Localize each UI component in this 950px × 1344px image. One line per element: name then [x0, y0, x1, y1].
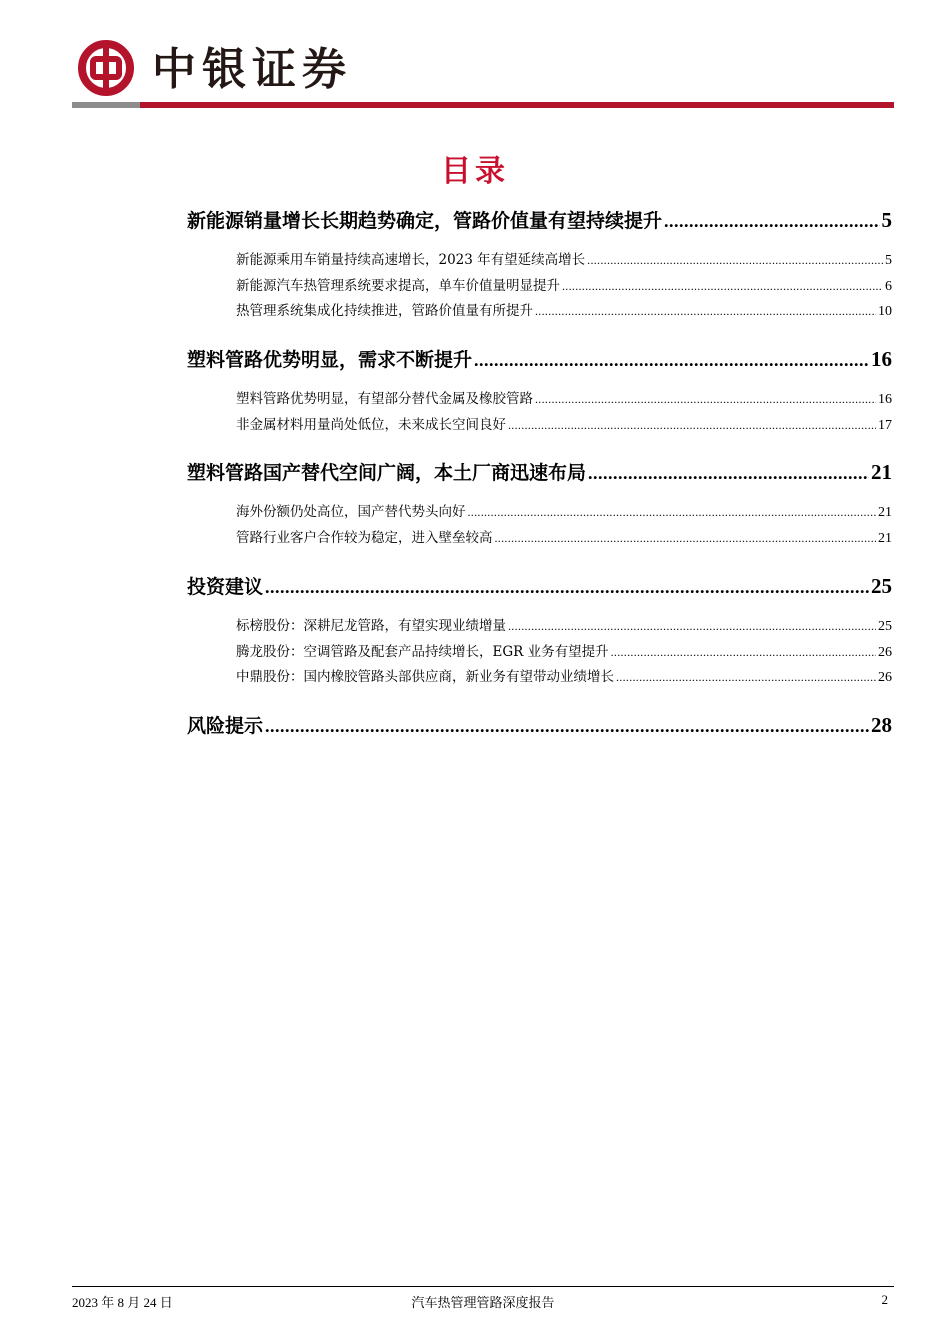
toc-section-page: 16 [871, 347, 892, 372]
toc-section-label: 风险提示 [187, 714, 264, 737]
toc-section-page: 25 [871, 573, 892, 598]
toc-subsection-entry[interactable] [236, 614, 892, 640]
toc-leader-dots [508, 619, 876, 634]
toc-subsection-page: 10 [878, 304, 892, 320]
toc-subsection-page: 25 [878, 618, 892, 634]
toc-leader-dots [508, 418, 876, 433]
toc-leader-dots [468, 505, 877, 520]
toc-subsection-page: 26 [878, 670, 892, 686]
toc-section-entry[interactable] [187, 711, 892, 743]
toc-subsection-page: 21 [878, 505, 892, 521]
toc-leader-dots [616, 670, 876, 685]
toc-section-label: 投资建议 [187, 575, 264, 598]
toc-subsection-label: 管路行业客户合作较为稳定，进入壁垒较高 [236, 530, 493, 547]
toc-leader-dots [265, 716, 869, 737]
toc-title: 目录 [441, 154, 509, 189]
toc-subsection-entry[interactable] [236, 248, 892, 274]
page-header [72, 34, 894, 114]
toc-leader-dots [535, 392, 876, 407]
toc-subsection-label: 热管理系统集成化持续推进，管路价值量有所提升 [236, 303, 533, 320]
toc-subsection-entry[interactable] [236, 665, 892, 691]
bank-of-china-logo-icon [76, 38, 136, 98]
toc-leader-dots [562, 279, 883, 294]
toc-leader-dots [265, 577, 869, 598]
toc-section-label: 塑料管路优势明显，需求不断提升 [187, 349, 473, 372]
table-of-contents [187, 206, 892, 743]
toc-subsection-page: 26 [878, 644, 892, 660]
toc-subsection-label: 腾龙股份：空调管路及配套产品持续增长，EGR 业务有望提升 [236, 643, 609, 660]
footer-page-number: 2 [881, 1292, 888, 1307]
toc-section-entry[interactable] [187, 206, 892, 238]
toc-section-label: 新能源销量增长长期趋势确定，管路价值量有望持续提升 [187, 210, 663, 232]
toc-subsection-entry[interactable] [236, 500, 892, 526]
toc-subsection-label: 非金属材料用量尚处低位，未来成长空间良好 [236, 416, 506, 433]
toc-leader-dots [588, 463, 869, 484]
toc-leader-dots [664, 211, 879, 232]
header-divider-gray [72, 102, 140, 108]
toc-leader-dots [495, 531, 877, 546]
toc-subsection-label: 塑料管路优势明显，有望部分替代金属及橡胶管路 [236, 391, 533, 408]
footer-divider [72, 1286, 894, 1287]
toc-subsection-label: 新能源乘用车销量持续高速增长，2023 年有望延续高增长 [236, 252, 586, 268]
toc-leader-dots [474, 350, 869, 371]
toc-section-page: 5 [881, 208, 892, 232]
toc-leader-dots [611, 645, 876, 660]
logo-text: 中银证券 [152, 44, 352, 95]
toc-section-entry[interactable] [187, 572, 892, 604]
toc-section-entry[interactable] [187, 345, 892, 377]
page-footer [72, 1286, 894, 1316]
toc-section-page: 21 [871, 460, 892, 485]
toc-subsection-label: 新能源汽车热管理系统要求提高，单车价值量明显提升 [236, 277, 560, 294]
toc-subsection-label: 标榜股份：深耕尼龙管路，有望实现业绩增量 [236, 617, 506, 634]
header-divider-red [140, 102, 894, 108]
footer-report-title: 汽车热管理管路深度报告 [411, 1296, 555, 1311]
toc-subsection-entry[interactable] [236, 299, 892, 325]
toc-subsection-entry[interactable] [236, 387, 892, 413]
footer-date: 2023 年 8 月 24 日 [72, 1295, 173, 1310]
toc-subsection-label: 海外份额仍处高位，国产替代势头向好 [236, 504, 466, 521]
toc-leader-dots [535, 304, 876, 319]
toc-subsection-page: 6 [885, 278, 892, 294]
toc-leader-dots [587, 253, 883, 268]
toc-section-label: 塑料管路国产替代空间广阔，本土厂商迅速布局 [187, 462, 587, 485]
toc-subsection-label: 中鼎股份：国内橡胶管路头部供应商，新业务有望带动业绩增长 [236, 669, 614, 686]
toc-subsection-page: 21 [878, 531, 892, 547]
toc-section-entry[interactable] [187, 458, 892, 490]
toc-subsection-entry[interactable] [236, 413, 892, 439]
toc-subsection-entry[interactable] [236, 274, 892, 300]
toc-subsection-page: 17 [878, 417, 892, 433]
toc-section-page: 28 [871, 712, 892, 737]
toc-subsection-page: 16 [878, 392, 892, 408]
toc-subsection-page: 5 [885, 253, 892, 268]
toc-subsection-entry[interactable] [236, 526, 892, 552]
toc-subsection-entry[interactable] [236, 640, 892, 666]
